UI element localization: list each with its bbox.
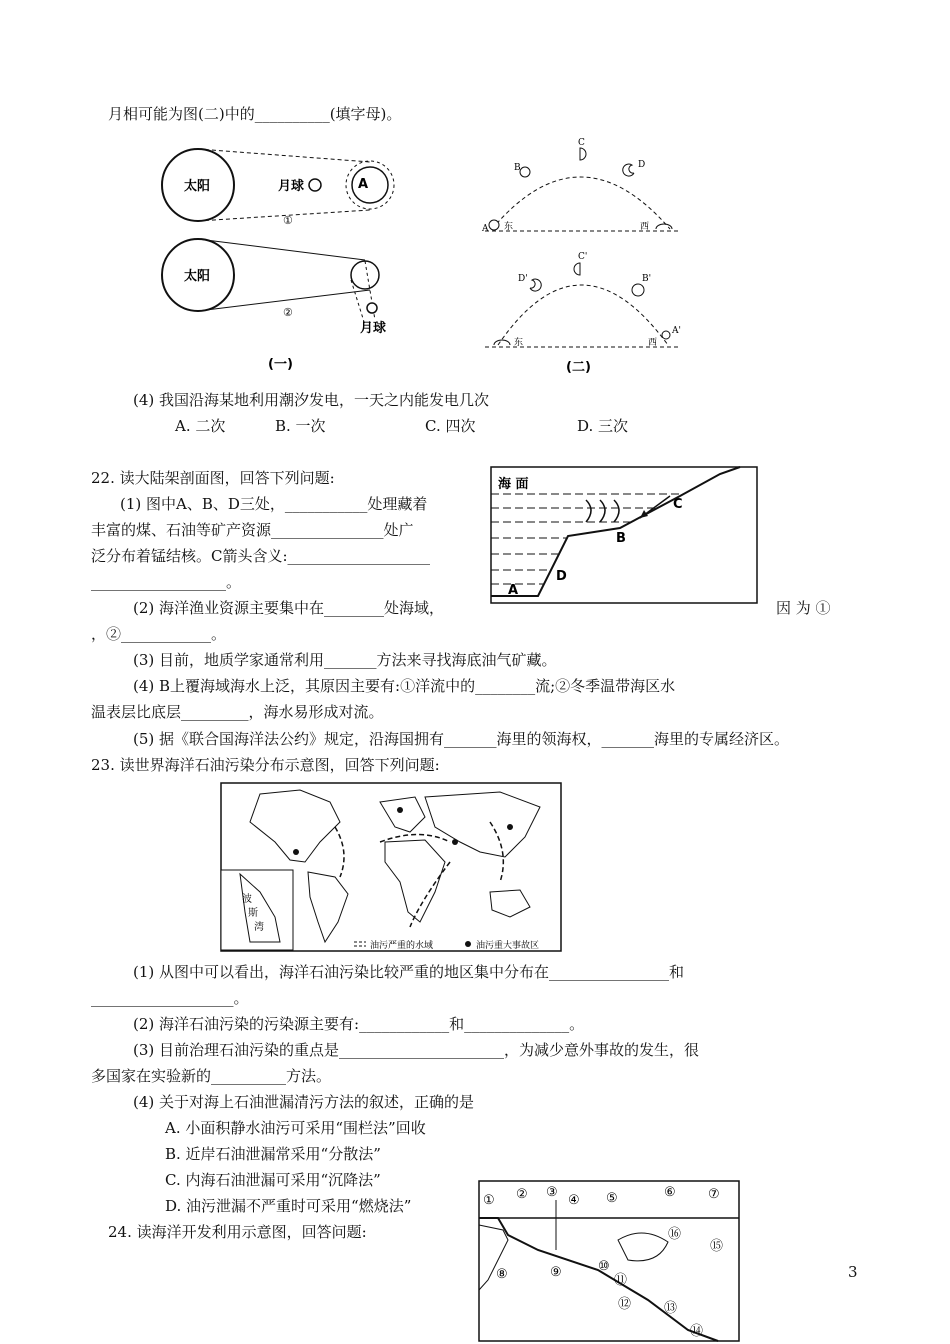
q22-1d: __________________。	[91, 573, 242, 591]
pt-B2: B'	[642, 274, 652, 284]
line-1: 月相可能为图(二)中的__________(填字母)。	[108, 105, 402, 123]
pt-D: D	[638, 160, 646, 170]
page-number: 3	[848, 1263, 858, 1281]
pt-B: B	[514, 163, 521, 173]
num-o12: ⑫	[618, 1297, 632, 1312]
q22-1a: (1) 图中A、B、D三处，___________处理藏着	[120, 495, 428, 513]
num-1: ①	[283, 214, 293, 227]
q23-3a: (3) 目前治理石油污染的重点是______________________，为减少意外事故的发生，很	[133, 1041, 700, 1059]
q22-2a: (2) 海洋渔业资源主要集中在________处海域，	[133, 599, 445, 617]
num-o3: ③	[546, 1185, 558, 1200]
figure-continental-shelf	[490, 466, 760, 606]
q23-2: (2) 海洋石油污染的污染源主要有:____________和______________。	[133, 1015, 585, 1033]
num-o2: ②	[516, 1187, 528, 1202]
q23-opt-c: C. 内海石油泄漏可采用“沉降法”	[165, 1171, 381, 1189]
shelf-label-d: D	[556, 569, 567, 584]
q22-4b: 温表层比底层_________，海水易形成对流。	[91, 703, 384, 721]
q23-1a: (1) 从图中可以看出，海洋石油污染比较严重的地区集中分布在________________和	[133, 963, 685, 981]
q22-1b: 丰富的煤、石油等矿产资源_______________处广	[91, 521, 414, 539]
q21-opt-c: C. 四次	[425, 417, 476, 435]
q21-opt-b: B. 一次	[275, 417, 326, 435]
q21-opt-d: D. 三次	[577, 417, 629, 435]
pt-C: C	[578, 138, 585, 148]
q23-opt-a: A. 小面积静水油污可采用“围栏法”回收	[165, 1119, 426, 1137]
num-2: ②	[283, 306, 293, 319]
sun-label-2: 太阳	[184, 269, 211, 284]
legend-accident: 油污重大事故区	[476, 941, 540, 951]
num-o5: ⑤	[606, 1191, 618, 1206]
num-o8: ⑧	[496, 1267, 508, 1282]
inset-2: 斯	[248, 908, 258, 919]
num-o7: ⑦	[708, 1187, 720, 1202]
q22-2c: ，②____________。	[91, 625, 227, 643]
moon-label-2: 月球	[360, 321, 387, 336]
num-o15: ⑮	[710, 1239, 724, 1254]
a-label: A	[358, 177, 369, 192]
inset-1: 波	[242, 894, 252, 905]
pt-A: A	[482, 224, 489, 234]
figure-moon-phases	[480, 135, 690, 385]
west-2: 西	[648, 338, 658, 348]
num-o13: ⑬	[664, 1301, 678, 1316]
legend-polluted: 油污严重的水域	[370, 941, 434, 951]
figure-ocean-development	[478, 1180, 742, 1344]
q21-opt-a: A. 二次	[175, 417, 226, 435]
q23-opt-d: D. 油污泄漏不严重时可采用“燃烧法”	[165, 1197, 412, 1215]
q23-opt-b: B. 近岸石油泄漏常采用“分散法”	[165, 1145, 381, 1163]
figure-oil-pollution-map	[220, 782, 564, 954]
shelf-label-c: C	[673, 497, 683, 512]
pt-A2: A'	[672, 326, 681, 336]
caption-2: (二)	[566, 360, 591, 375]
q23-1b: ___________________。	[91, 989, 249, 1007]
moon-label-1: 月球	[278, 179, 305, 194]
sea-surface-label: 海 面	[498, 477, 529, 492]
east-1: 东	[504, 222, 514, 232]
q22-2b: 因 为 ①	[776, 599, 831, 617]
num-o4: ④	[568, 1193, 580, 1208]
sun-label-1: 太阳	[184, 179, 211, 194]
q23-title: 23. 读世界海洋石油污染分布示意图，回答下列问题:	[91, 756, 440, 774]
pt-C2: C'	[578, 252, 588, 262]
inset-3: 湾	[254, 922, 264, 933]
west-1: 西	[640, 222, 650, 232]
num-o10: ⑩	[598, 1259, 610, 1274]
caption-1: (一)	[268, 357, 293, 372]
q22-title: 22. 读大陆架剖面图，回答下列问题:	[91, 469, 335, 487]
q22-3: (3) 目前，地质学家通常利用_______方法来寻找海底油气矿藏。	[133, 651, 557, 669]
q24-title: 24. 读海洋开发利用示意图，回答问题:	[108, 1223, 367, 1241]
num-o9: ⑨	[550, 1265, 562, 1280]
num-o16: ⑯	[668, 1227, 682, 1242]
num-o6: ⑥	[664, 1185, 676, 1200]
shelf-label-a: A	[508, 583, 519, 598]
num-o11: ⑪	[614, 1273, 628, 1288]
q22-4a: (4) B上覆海域海水上泛，其原因主要有:①洋流中的________流;②冬季温带海区水	[133, 677, 676, 695]
east-2: 东	[514, 338, 524, 348]
q23-3b: 多国家在实验新的__________方法。	[91, 1067, 332, 1085]
q21-4: (4) 我国沿海某地利用潮汐发电，一天之内能发电几次	[133, 391, 490, 409]
pt-D2: D'	[518, 274, 528, 284]
figure-sun-earth-moon	[160, 140, 400, 380]
q23-4: (4) 关于对海上石油泄漏清污方法的叙述，正确的是	[133, 1093, 475, 1111]
q22-1c: 泛分布着锰结核。C箭头含义:___________________	[91, 547, 431, 565]
num-o14: ⑭	[690, 1324, 704, 1339]
q22-5: (5) 据《联合国海洋法公约》规定，沿海国拥有_______海里的领海权，_______海里的专属经济区。	[133, 730, 790, 748]
num-o1: ①	[483, 1193, 495, 1208]
shelf-label-b: B	[616, 531, 626, 546]
